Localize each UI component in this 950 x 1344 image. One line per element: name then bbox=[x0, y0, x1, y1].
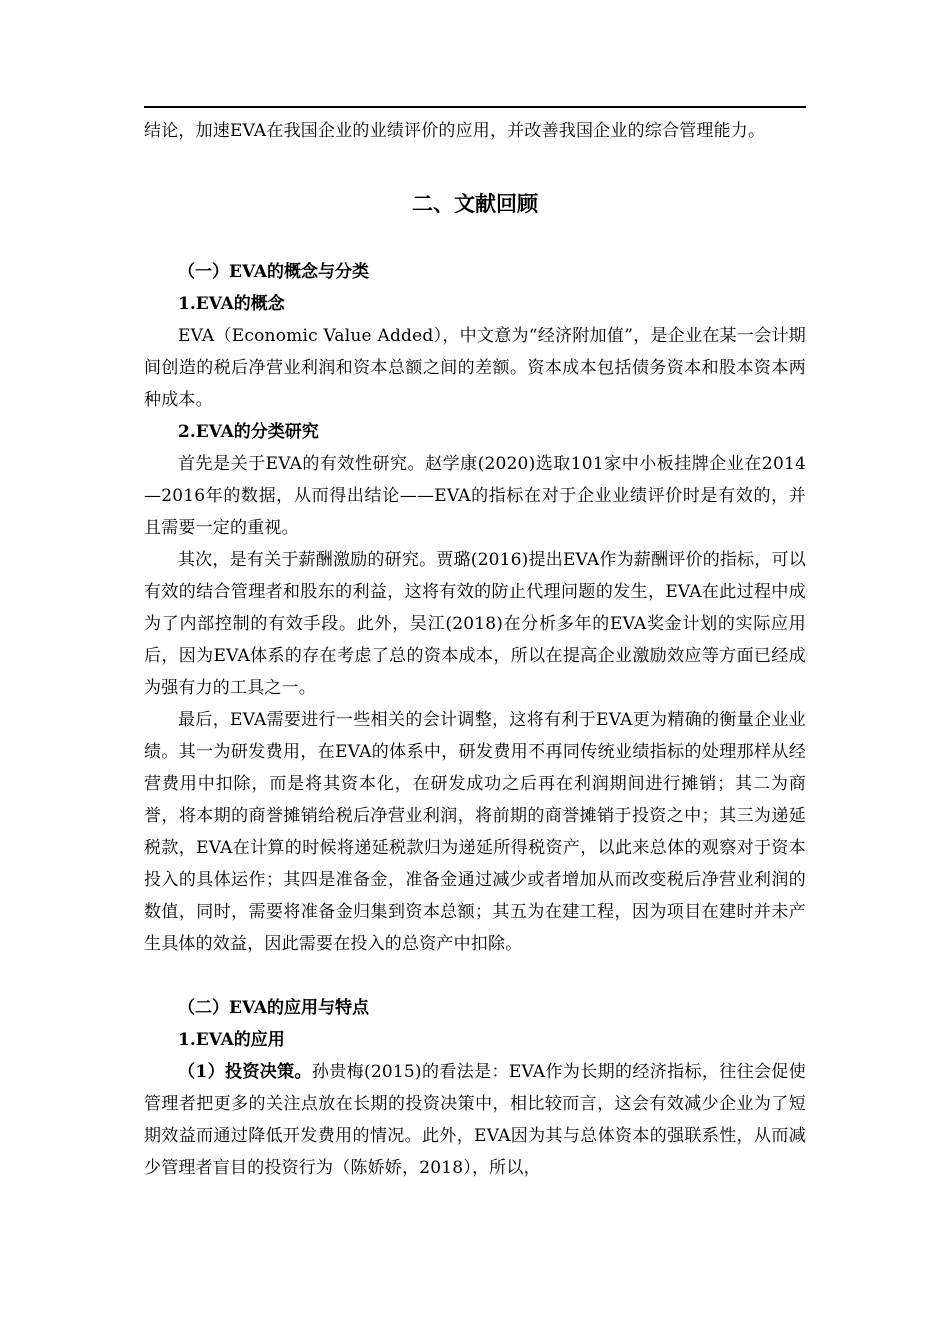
intro-paragraph-tail: 结论，加速EVA在我国企业的业绩评价的应用，并改善我国企业的综合管理能力。 bbox=[144, 121, 766, 141]
item-title-eva-application: 1.EVA的应用 bbox=[178, 1030, 285, 1050]
paragraph-eva-concept: EVA（Economic Value Added），中文意为“经济附加值”，是企业在某一会计期间创造的税后净营业利润和资本总额之间的差额。资本成本包括债务资本和股本资本两种成本。 bbox=[144, 326, 806, 410]
subsection-title-1: （一）EVA的概念与分类 bbox=[178, 262, 370, 282]
subsection-title-2: （二）EVA的应用与特点 bbox=[178, 998, 370, 1018]
item-title-eva-classification: 2.EVA的分类研究 bbox=[178, 422, 319, 442]
lead-heading: （1）投资决策。 bbox=[178, 1062, 312, 1082]
paragraph-accounting-adjustments: 最后，EVA需要进行一些相关的会计调整，这将有利于EVA更为精确的衡量企业业绩。其一为研发费用，在EVA的体系中，研发费用不再同传统业绩指标的处理那样从经营费用中扣除，而是将其资本化，在研发成功之后再在利润期间进行摊销；其二为商誉，将本期的商誉摊销给税后净营业利润，将前期的商誉摊销于投资之中；其三为递延税款，EVA在计算的时候将递延税款归为递延所得税资产，以此来总体的观察对于资本投入的具体运作；其四是准备金，准备金通过减少或者增加从而改变税后净营业利润的数值，同时，需要将准备金归集到资本总额；其五为在建工程，因为项目在建时并未产生具体的效益，因此需要在投入的总资产中扣除。 bbox=[144, 710, 806, 954]
header-rule bbox=[144, 106, 806, 108]
paragraph-investment-decision bbox=[144, 1056, 806, 1184]
section-title: 二、文献回顾 bbox=[412, 192, 538, 216]
paragraph-compensation: 其次，是有关于薪酬激励的研究。贾璐(2016)提出EVA作为薪酬评价的指标，可以有效的结合管理者和股东的利益，这将有效的防止代理问题的发生，EVA在此过程中成为了内部控制的有效手段。此外，吴江(2018)在分析多年的EVA奖金计划的实际应用后，因为EVA体系的存在考虑了总的资本成本，所以在提高企业激励效应等方面已经成为强有力的工具之一。 bbox=[144, 550, 806, 698]
paragraph-validity: 首先是关于EVA的有效性研究。赵学康(2020)选取101家中小板挂牌企业在2014—2016年的数据，从而得出结论——EVA的指标在对于企业业绩评价时是有效的，并且需要一定的重视。 bbox=[144, 454, 806, 538]
lead-body: 孙贵梅(2015)的看法是：EVA作为长期的经济指标，往往会促使管理者把更多的关注点放在长期的投资决策中，相比较而言，这会有效减少企业为了短期效益而通过降低开发费用的情况。此外，EVA因为其与总体资本的强联系性，从而减少管理者盲目的投资行为（陈娇娇，2018），所以， bbox=[144, 1062, 806, 1178]
item-title-eva-concept: 1.EVA的概念 bbox=[178, 294, 285, 314]
